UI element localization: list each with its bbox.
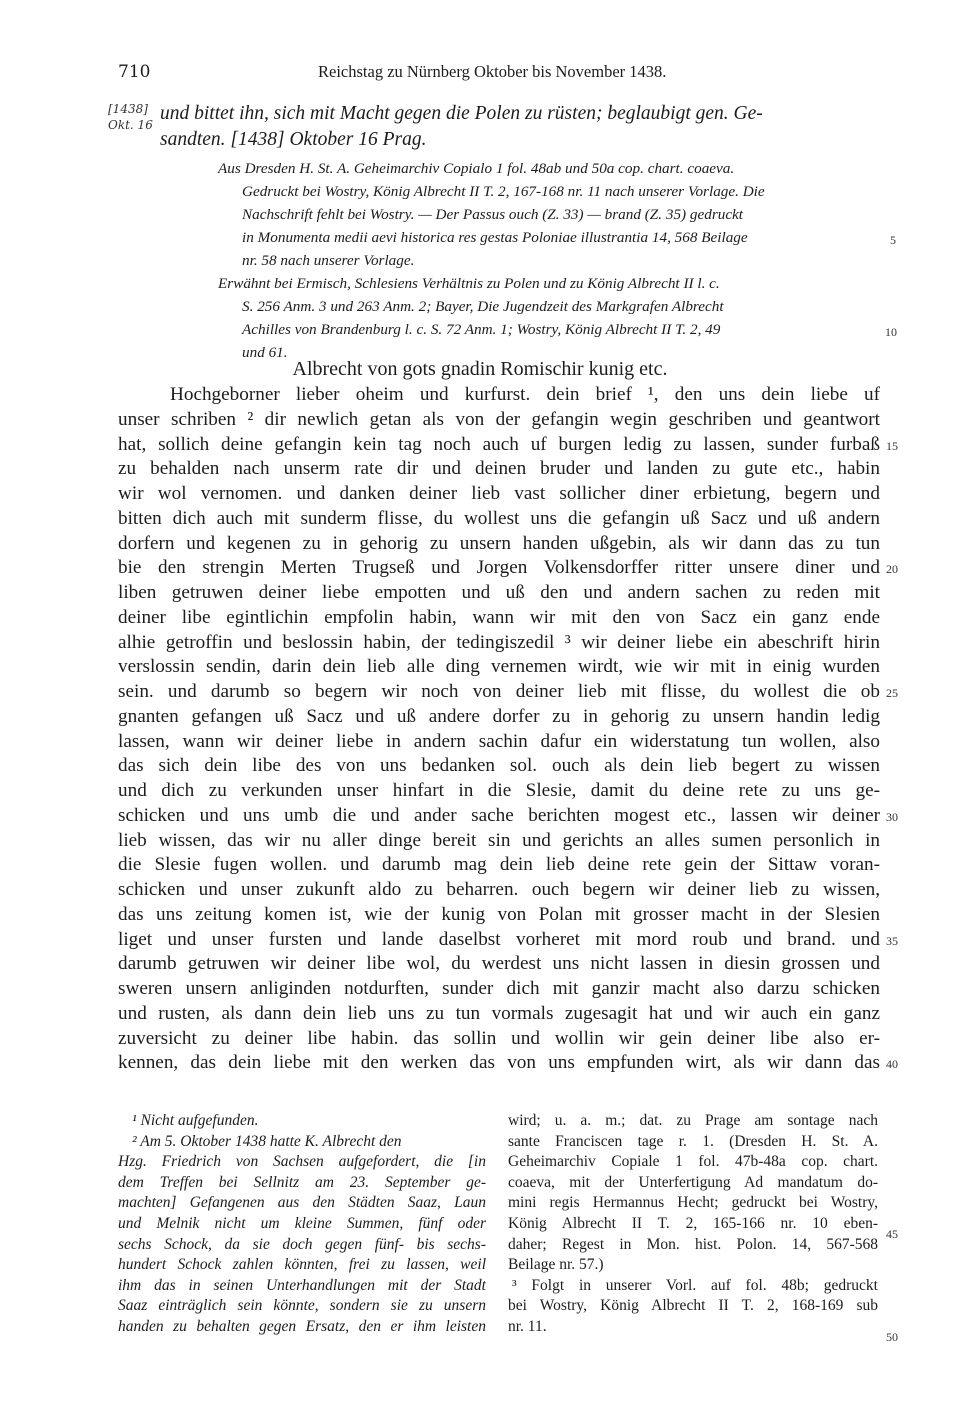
body-line: sein. und darumb so begern wir noch von deiner lieb mit flisse, du wollest die ob: [118, 681, 880, 702]
footnote-line: Saaz einträglich sein könnte, sondern sie zu unsern: [118, 1297, 486, 1315]
body-line: gnanten gefangen uß Sacz und uß andere dorfer zu in gehorig zu unsern handin ledig: [118, 705, 880, 727]
body-line: darumb getruwen wir deiner libe wol, du werdest uns nicht lassen in diesin grossen und: [118, 953, 880, 975]
source-line: Achilles von Brandenburg l. c. S. 72 Anm. 1; Wostry, König Albrecht II T. 2, 49: [242, 321, 721, 338]
source-line: Nachschrift fehlt bei Wostry. — Der Passus ouch (Z. 33) — brand (Z. 35) gedruckt: [242, 206, 744, 223]
line-number: 40: [886, 1057, 898, 1072]
source-line: nr. 58 nach unserer Vorlage.: [242, 252, 415, 269]
body-line: das uns zeitung komen ist, wie der kunig von Polan mit grosser macht in der Slesien: [118, 903, 880, 925]
source-line: in Monumenta medii aevi historica res gestas Poloniae illustrantia 14, 568 Beilage: [242, 229, 748, 246]
body-line: lassen, wann wir deiner liebe in andern sachin dafur ein widerstatung tun wollen, also: [118, 730, 880, 752]
footnote-line: sante Franciscen tage r. 1. (Dresden H. St. A.: [508, 1132, 878, 1150]
line-number: 35: [886, 933, 898, 948]
body-line: bitten dich auch mit sunderm flisse, du wollest uns die gefangin uß Sacz und uß andern: [118, 507, 880, 529]
footnote-line: hundert Schock zahlen könnten, frei zu lassen, weil: [118, 1256, 486, 1274]
line-number: 15: [886, 438, 898, 453]
body-line: liben getruwen deiner liebe empotten und uß den und andern sachen zu reden mit: [118, 582, 880, 603]
body-line: kennen, das dein liebe mit den werken das von uns empfunden wirt, als wir dann das: [118, 1052, 880, 1074]
footnote-line: ¹ Nicht aufgefunden.: [132, 1112, 259, 1129]
margin-date-year: [1438]: [108, 102, 148, 116]
page-number: 710: [118, 62, 151, 82]
body-line: liget und unser fursten und lande daselbst vorheret mit mord roub und brand. und: [118, 928, 880, 950]
line-number: 50: [886, 1330, 898, 1344]
line-number: 30: [886, 809, 898, 824]
salutation: Albrecht von gots gnadin Romischir kunig etc.: [292, 358, 668, 380]
body-line: die Slesie fugen wollen. und darumb mag dein lieb deine rete gein der Sittaw voran-: [118, 854, 880, 876]
footnote-line: sechs Schock, da sie doch gegen fünf- bis sechs-: [118, 1235, 486, 1253]
body-line: und dich zu verkunden unser hinfart in die Slesie, damit du deine rete zu uns ge-: [118, 780, 880, 801]
footnote-line: machten] Gefangenen aus den Städten Saaz, Laun: [118, 1194, 486, 1212]
footnote-line: ² Am 5. Oktober 1438 hatte K. Albrecht den: [132, 1132, 402, 1150]
body-line: das sich dein libe des von uns bedanken sol. ouch als dein lieb begert zu wissen: [118, 755, 880, 777]
footnote-line: ihm das in seinen Unterhandlungen mit der Stadt: [118, 1276, 486, 1294]
footnote-line: Beilage nr. 57.): [508, 1256, 604, 1274]
body-line: lieb wissen, das wir nu aller dinge bereit sin und gerichts an alles sumen personlich in: [118, 829, 880, 851]
line-number: 25: [886, 686, 898, 700]
body-line: verslossin sendin, darin dein lieb alle ding vernemen wirdt, wie wir mit in einig wurden: [118, 656, 880, 678]
line-number: 45: [886, 1227, 898, 1241]
line-number: 5: [890, 233, 896, 247]
source-line: Erwähnt bei Ermisch, Schlesiens Verhältnis zu Polen und zu König Albrecht II l. c.: [218, 275, 720, 292]
body-line: schicken und uns umb die und ander sache berichten mogest etc., lassen wir deiner: [118, 804, 880, 826]
regest-line-1: und bittet ihn, sich mit Macht gegen die Polen zu rüsten; beglaubigt gen. Ge-: [160, 103, 763, 124]
footnote-line: mini regis Hermannus Hecht; gedruckt bei Wostry,: [508, 1194, 878, 1212]
footnote-line: und Melnik nicht um kleine Summen, fünf oder: [118, 1215, 486, 1232]
footnote-line: dem Treffen bei Sellnitz am 23. September ge-: [118, 1173, 486, 1191]
body-line: bie den strengin Merten Trugseß und Jorgen Volkensdorffer ritter unsere diner und: [118, 557, 880, 579]
body-line: Hochgeborner lieber oheim und kurfurst. dein brief ¹, den uns dein liebe uf: [170, 384, 880, 405]
footnote-line: coaeva, mit der Unterfertigung Ad mandatum do-: [508, 1173, 878, 1191]
running-title: Reichstag zu Nürnberg Oktober bis November 1438.: [318, 62, 667, 81]
body-line: und rusten, als dann dein lieb uns zu tun vormals zugesagit hat und wir auch ein ganz: [118, 1002, 880, 1024]
body-line: unser schriben ² dir newlich getan als von der gefangin wegin geschriben und geantwort: [118, 408, 880, 430]
footnote-line: König Albrecht II T. 2, 165-166 nr. 10 eben-: [508, 1215, 878, 1232]
footnote-line: ³ Folgt in unserer Vorl. auf fol. 48b; gedruckt: [512, 1276, 878, 1294]
regest-line-2: sandten. [1438] Oktober 16 Prag.: [160, 129, 427, 150]
source-line: S. 256 Anm. 3 und 263 Anm. 2; Bayer, Die Jugendzeit des Markgrafen Albrecht: [242, 298, 724, 315]
body-line: wir wol vernomen. und danken deiner lieb vast sollicher diner erbietung, begern und: [118, 483, 880, 504]
source-line: Aus Dresden H. St. A. Geheimarchiv Copialo 1 fol. 48ab und 50a cop. chart. coaeva.: [218, 160, 735, 177]
footnote-line: bei Wostry, König Albrecht II T. 2, 168-169 sub: [508, 1297, 878, 1315]
footnote-line: wird; u. a. m.; dat. zu Prage am sontage nach: [508, 1112, 878, 1129]
line-number: 20: [886, 562, 898, 577]
margin-date-day: Okt. 16: [108, 118, 153, 132]
body-line: dorfern und kegenen zu in gehorig zu unsern handen ußgebin, als wir dann das zu tun: [118, 532, 880, 554]
line-number: 10: [885, 325, 897, 339]
footnote-line: daher; Regest in Mon. hist. Polon. 14, 567-568: [508, 1235, 878, 1253]
body-line: zuversicht zu deiner libe habin. das sollin und wollin wir gein deiner libe also er-: [118, 1027, 880, 1049]
footnote-line: Geheimarchiv Copiale 1 fol. 47b-48a cop. chart.: [508, 1153, 878, 1171]
footnote-line: Hzg. Friedrich von Sachsen aufgefordert, die [in: [118, 1153, 486, 1171]
body-line: zu behalden nach unserm rate dir und deinen bruder und landen zu gute etc., habin: [118, 458, 880, 480]
source-line: Gedruckt bei Wostry, König Albrecht II T. 2, 167-168 nr. 11 nach unserer Vorlage. Die: [242, 183, 765, 200]
body-line: deiner libe egintlichin empfolin habin, wann wir mit den von Sacz ein ganz ende: [118, 606, 880, 628]
footnote-line: handen zu behalten gegen Ersatz, den er ihm leisten: [118, 1318, 486, 1335]
body-line: sweren unsern anliginden notdurften, sunder dich mit ganzir macht also darzu schicken: [118, 978, 880, 999]
footnote-line: nr. 11.: [508, 1318, 547, 1335]
body-line: schicken und unser zukunft aldo zu beharren. ouch begern wir deiner lieb zu wissen,: [118, 879, 880, 900]
body-line: hat, sollich deine gefangin kein tag noch auch uf burgen ledig zu lassen, sunder furbaß: [118, 433, 880, 455]
source-line: und 61.: [242, 344, 288, 361]
body-line: alhie getroffin und beslossin habin, der tedingiszedil ³ wir deiner liebe ein abeschrift hirin: [118, 631, 880, 653]
